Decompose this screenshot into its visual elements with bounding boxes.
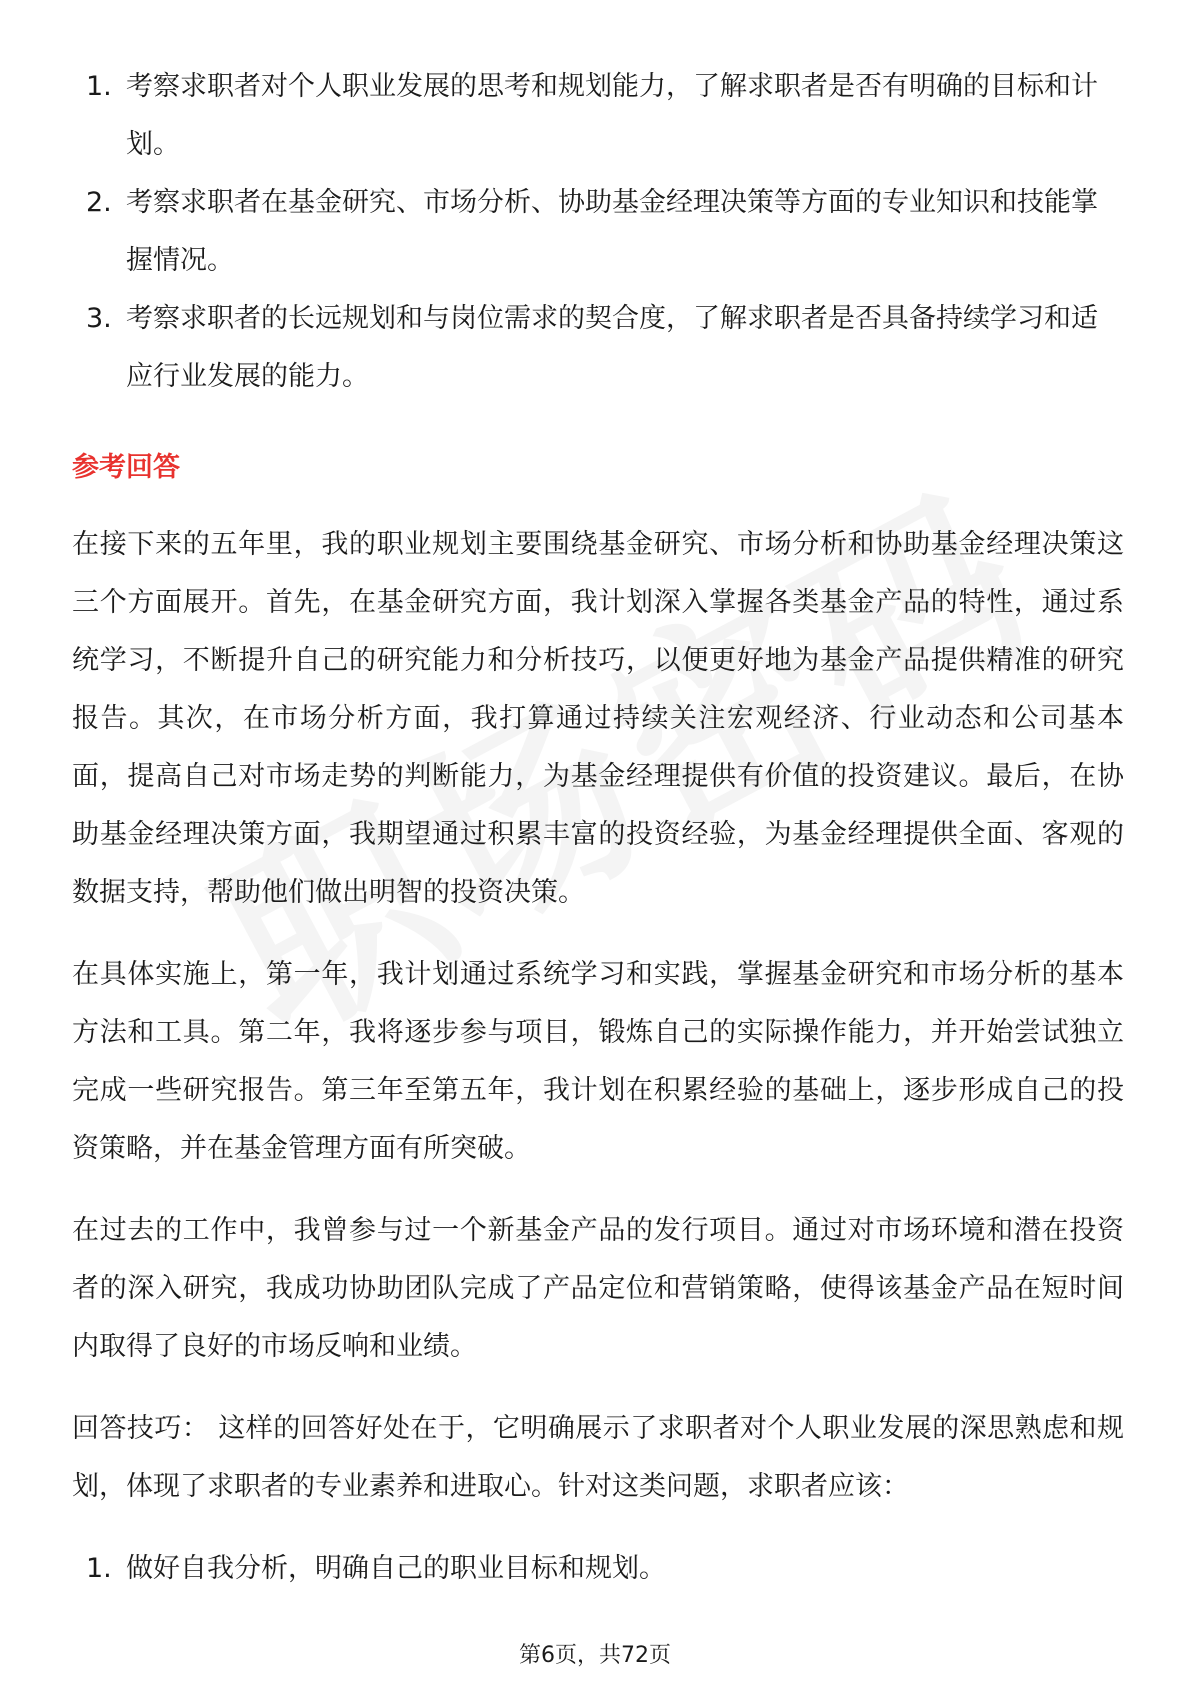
answer-paragraph: 在过去的工作中，我曾参与过一个新基金产品的发行项目。通过对市场环境和潜在投资者的深入研究，我成功协助团队完成了产品定位和营销策略，使得该基金产品在短时间内取得了良好的市场反响和业绩。 — [72, 1215, 1124, 1362]
list-item — [72, 58, 1124, 174]
list-item-number: 1. — [86, 1553, 112, 1584]
section-title: 参考回答 — [72, 452, 180, 483]
tips-list — [72, 1540, 1124, 1598]
page-footer: 第6页，共72页 — [519, 1643, 671, 1668]
answer-paragraph: 在接下来的五年里，我的职业规划主要围绕基金研究、市场分析和协助基金经理决策这三个方面展开。首先，在基金研究方面，我计划深入掌握各类基金产品的特性，通过系统学习，不断提升自己的研究能力和分析技巧，以便更好地为基金产品提供精准的研究报告。其次，在市场分析方面，我打算通过持续关注宏观经济、行业动态和公司基本面，提高自己对市场走势的判断能力，为基金经理提供有价值的投资建议。最后，在协助基金经理决策方面，我期望通过积累丰富的投资经验，为基金经理提供全面、客观的数据支持，帮助他们做出明智的投资决策。 — [72, 529, 1124, 908]
answer-paragraph: 在具体实施上，第一年，我计划通过系统学习和实践，掌握基金研究和市场分析的基本方法和工具。第二年，我将逐步参与项目，锻炼自己的实际操作能力，并开始尝试独立完成一些研究报告。第三年至第五年，我计划在积累经验的基础上，逐步形成自己的投资策略，并在基金管理方面有所突破。 — [72, 959, 1124, 1164]
list-item — [72, 1540, 1124, 1598]
page-content — [72, 58, 1124, 1598]
list-item-number: 1. — [86, 71, 112, 102]
list-item-number: 3. — [86, 303, 112, 334]
list-item-text: 做好自我分析，明确自己的职业目标和规划。 — [126, 1553, 666, 1584]
list-item-text: 考察求职者对个人职业发展的思考和规划能力，了解求职者是否有明确的目标和计划。 — [126, 71, 1098, 160]
list-item-text: 考察求职者的长远规划和与岗位需求的契合度，了解求职者是否具备持续学习和适应行业发展的能力。 — [126, 303, 1098, 392]
criteria-list — [72, 58, 1124, 406]
list-item-number: 2. — [86, 187, 112, 218]
tips-paragraph: 回答技巧： 这样的回答好处在于，它明确展示了求职者对个人职业发展的深思熟虑和规划，体现了求职者的专业素养和进取心。针对这类问题，求职者应该： — [72, 1413, 1124, 1502]
list-item — [72, 174, 1124, 290]
list-item-text: 考察求职者在基金研究、市场分析、协助基金经理决策等方面的专业知识和技能掌握情况。 — [126, 187, 1098, 276]
list-item — [72, 290, 1124, 406]
